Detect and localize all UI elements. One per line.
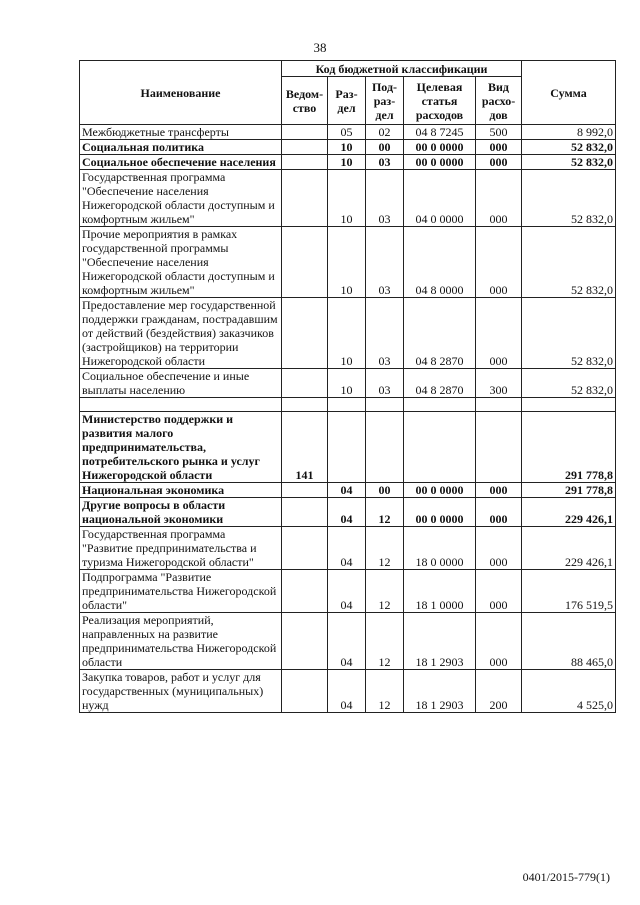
header-vedomstvo: Ведом-ство bbox=[282, 77, 328, 125]
cell-name: Социальное обеспечение населения bbox=[80, 155, 282, 170]
cell-rz: 10 bbox=[328, 369, 366, 398]
cell-name: Прочие мероприятия в рамках государственной программы "Обеспечение населения Нижегородской области доступным и комфортным жильем" bbox=[80, 227, 282, 298]
cell-name: Другие вопросы в области национальной экономики bbox=[80, 498, 282, 527]
cell-sum: 229 426,1 bbox=[522, 498, 616, 527]
cell-sum: 4 525,0 bbox=[522, 670, 616, 713]
cell-ved bbox=[282, 170, 328, 227]
cell-sum: 8 992,0 bbox=[522, 125, 616, 140]
table-row bbox=[80, 398, 616, 412]
budget-table bbox=[79, 60, 616, 713]
cell-vr: 000 bbox=[476, 527, 522, 570]
cell-pr: 00 bbox=[366, 140, 404, 155]
cell-cs: 00 0 0000 bbox=[404, 155, 476, 170]
cell-pr: 00 bbox=[366, 483, 404, 498]
cell-sum: 291 778,8 bbox=[522, 412, 616, 483]
cell-cs: 04 0 0000 bbox=[404, 170, 476, 227]
table-row bbox=[80, 140, 616, 155]
cell-ved bbox=[282, 125, 328, 140]
cell-pr bbox=[366, 412, 404, 483]
cell-rz: 04 bbox=[328, 670, 366, 713]
cell-sum: 291 778,8 bbox=[522, 483, 616, 498]
cell-vr bbox=[476, 412, 522, 483]
cell-pr: 12 bbox=[366, 498, 404, 527]
cell-ved bbox=[282, 140, 328, 155]
cell-vr: 000 bbox=[476, 140, 522, 155]
cell-ved bbox=[282, 670, 328, 713]
header-sum: Сумма bbox=[522, 61, 616, 125]
cell-name: Предоставление мер государственной поддержки гражданам, пострадавшим от действий (бездействия) заказчиков (застройщиков) на территории Нижегородской области bbox=[80, 298, 282, 369]
cell-sum: 52 832,0 bbox=[522, 140, 616, 155]
cell-ved bbox=[282, 369, 328, 398]
table-row bbox=[80, 227, 616, 298]
cell-pr: 03 bbox=[366, 155, 404, 170]
cell-cs bbox=[404, 412, 476, 483]
cell-cs: 18 1 0000 bbox=[404, 570, 476, 613]
cell-pr: 03 bbox=[366, 369, 404, 398]
cell-pr: 12 bbox=[366, 670, 404, 713]
cell-vr: 200 bbox=[476, 670, 522, 713]
table-row bbox=[80, 498, 616, 527]
header-podrazdel: Под-раз-дел bbox=[366, 77, 404, 125]
cell-name: Межбюджетные трансферты bbox=[80, 125, 282, 140]
cell-vr: 000 bbox=[476, 570, 522, 613]
cell-rz: 10 bbox=[328, 298, 366, 369]
cell-ved bbox=[282, 613, 328, 670]
cell-rz: 04 bbox=[328, 483, 366, 498]
cell-vr: 000 bbox=[476, 498, 522, 527]
cell-cs: 00 0 0000 bbox=[404, 498, 476, 527]
cell-pr bbox=[366, 398, 404, 412]
cell-vr: 500 bbox=[476, 125, 522, 140]
cell-rz: 04 bbox=[328, 613, 366, 670]
cell-rz: 10 bbox=[328, 140, 366, 155]
cell-rz: 04 bbox=[328, 498, 366, 527]
table-row bbox=[80, 170, 616, 227]
table-row bbox=[80, 298, 616, 369]
cell-vr: 000 bbox=[476, 227, 522, 298]
cell-vr: 000 bbox=[476, 155, 522, 170]
cell-name: Государственная программа "Обеспечение населения Нижегородской области доступным и комфортным жильем" bbox=[80, 170, 282, 227]
table-row bbox=[80, 570, 616, 613]
table-row bbox=[80, 369, 616, 398]
cell-cs: 18 1 2903 bbox=[404, 670, 476, 713]
table-row bbox=[80, 670, 616, 713]
cell-ved bbox=[282, 398, 328, 412]
cell-pr: 12 bbox=[366, 527, 404, 570]
cell-cs: 00 0 0000 bbox=[404, 140, 476, 155]
cell-name: Реализация мероприятий, направленных на развитие предпринимательства Нижегородской области bbox=[80, 613, 282, 670]
table-row bbox=[80, 155, 616, 170]
cell-name bbox=[80, 398, 282, 412]
header-vid: Вид расхо-дов bbox=[476, 77, 522, 125]
cell-ved bbox=[282, 227, 328, 298]
cell-rz: 10 bbox=[328, 170, 366, 227]
cell-ved bbox=[282, 570, 328, 613]
cell-sum: 52 832,0 bbox=[522, 298, 616, 369]
cell-sum: 88 465,0 bbox=[522, 613, 616, 670]
cell-ved: 141 bbox=[282, 412, 328, 483]
cell-pr: 03 bbox=[366, 298, 404, 369]
cell-sum: 52 832,0 bbox=[522, 170, 616, 227]
cell-vr: 000 bbox=[476, 170, 522, 227]
cell-cs bbox=[404, 398, 476, 412]
cell-rz: 10 bbox=[328, 155, 366, 170]
cell-rz: 04 bbox=[328, 527, 366, 570]
cell-rz: 05 bbox=[328, 125, 366, 140]
cell-pr: 12 bbox=[366, 613, 404, 670]
header-budget-code: Код бюджетной классификации bbox=[282, 61, 522, 77]
cell-name: Социальная политика bbox=[80, 140, 282, 155]
document-code: 0401/2015-779(1) bbox=[522, 870, 610, 884]
cell-rz bbox=[328, 398, 366, 412]
cell-sum: 52 832,0 bbox=[522, 227, 616, 298]
page-number: 38 bbox=[313, 40, 327, 55]
cell-vr: 000 bbox=[476, 298, 522, 369]
table-row bbox=[80, 125, 616, 140]
table-row bbox=[80, 613, 616, 670]
cell-vr bbox=[476, 398, 522, 412]
cell-rz bbox=[328, 412, 366, 483]
cell-ved bbox=[282, 483, 328, 498]
cell-name: Закупка товаров, работ и услуг для государственных (муниципальных) нужд bbox=[80, 670, 282, 713]
cell-cs: 04 8 2870 bbox=[404, 369, 476, 398]
cell-name: Подпрограмма "Развитие предпринимательства Нижегородской области" bbox=[80, 570, 282, 613]
cell-cs: 04 8 0000 bbox=[404, 227, 476, 298]
cell-sum: 229 426,1 bbox=[522, 527, 616, 570]
cell-vr: 000 bbox=[476, 613, 522, 670]
header-name: Наименование bbox=[80, 61, 282, 125]
header-razdel: Раз-дел bbox=[328, 77, 366, 125]
cell-name: Государственная программа "Развитие предпринимательства и туризма Нижегородской области" bbox=[80, 527, 282, 570]
cell-cs: 18 1 2903 bbox=[404, 613, 476, 670]
cell-cs: 04 8 7245 bbox=[404, 125, 476, 140]
table-row bbox=[80, 412, 616, 483]
cell-name: Национальная экономика bbox=[80, 483, 282, 498]
cell-name: Министерство поддержки и развития малого предпринимательства, потребительского рынка и услуг Нижегородской области bbox=[80, 412, 282, 483]
cell-pr: 12 bbox=[366, 570, 404, 613]
cell-pr: 02 bbox=[366, 125, 404, 140]
cell-pr: 03 bbox=[366, 227, 404, 298]
cell-cs: 00 0 0000 bbox=[404, 483, 476, 498]
header-target: Целевая статья расходов bbox=[404, 77, 476, 125]
table-row bbox=[80, 527, 616, 570]
cell-ved bbox=[282, 298, 328, 369]
cell-name: Социальное обеспечение и иные выплаты населению bbox=[80, 369, 282, 398]
cell-cs: 04 8 2870 bbox=[404, 298, 476, 369]
cell-sum: 176 519,5 bbox=[522, 570, 616, 613]
cell-ved bbox=[282, 527, 328, 570]
cell-sum: 52 832,0 bbox=[522, 369, 616, 398]
cell-sum: 52 832,0 bbox=[522, 155, 616, 170]
table-row bbox=[80, 483, 616, 498]
cell-sum bbox=[522, 398, 616, 412]
cell-vr: 300 bbox=[476, 369, 522, 398]
cell-vr: 000 bbox=[476, 483, 522, 498]
cell-rz: 04 bbox=[328, 570, 366, 613]
cell-ved bbox=[282, 155, 328, 170]
cell-pr: 03 bbox=[366, 170, 404, 227]
cell-cs: 18 0 0000 bbox=[404, 527, 476, 570]
cell-ved bbox=[282, 498, 328, 527]
cell-rz: 10 bbox=[328, 227, 366, 298]
